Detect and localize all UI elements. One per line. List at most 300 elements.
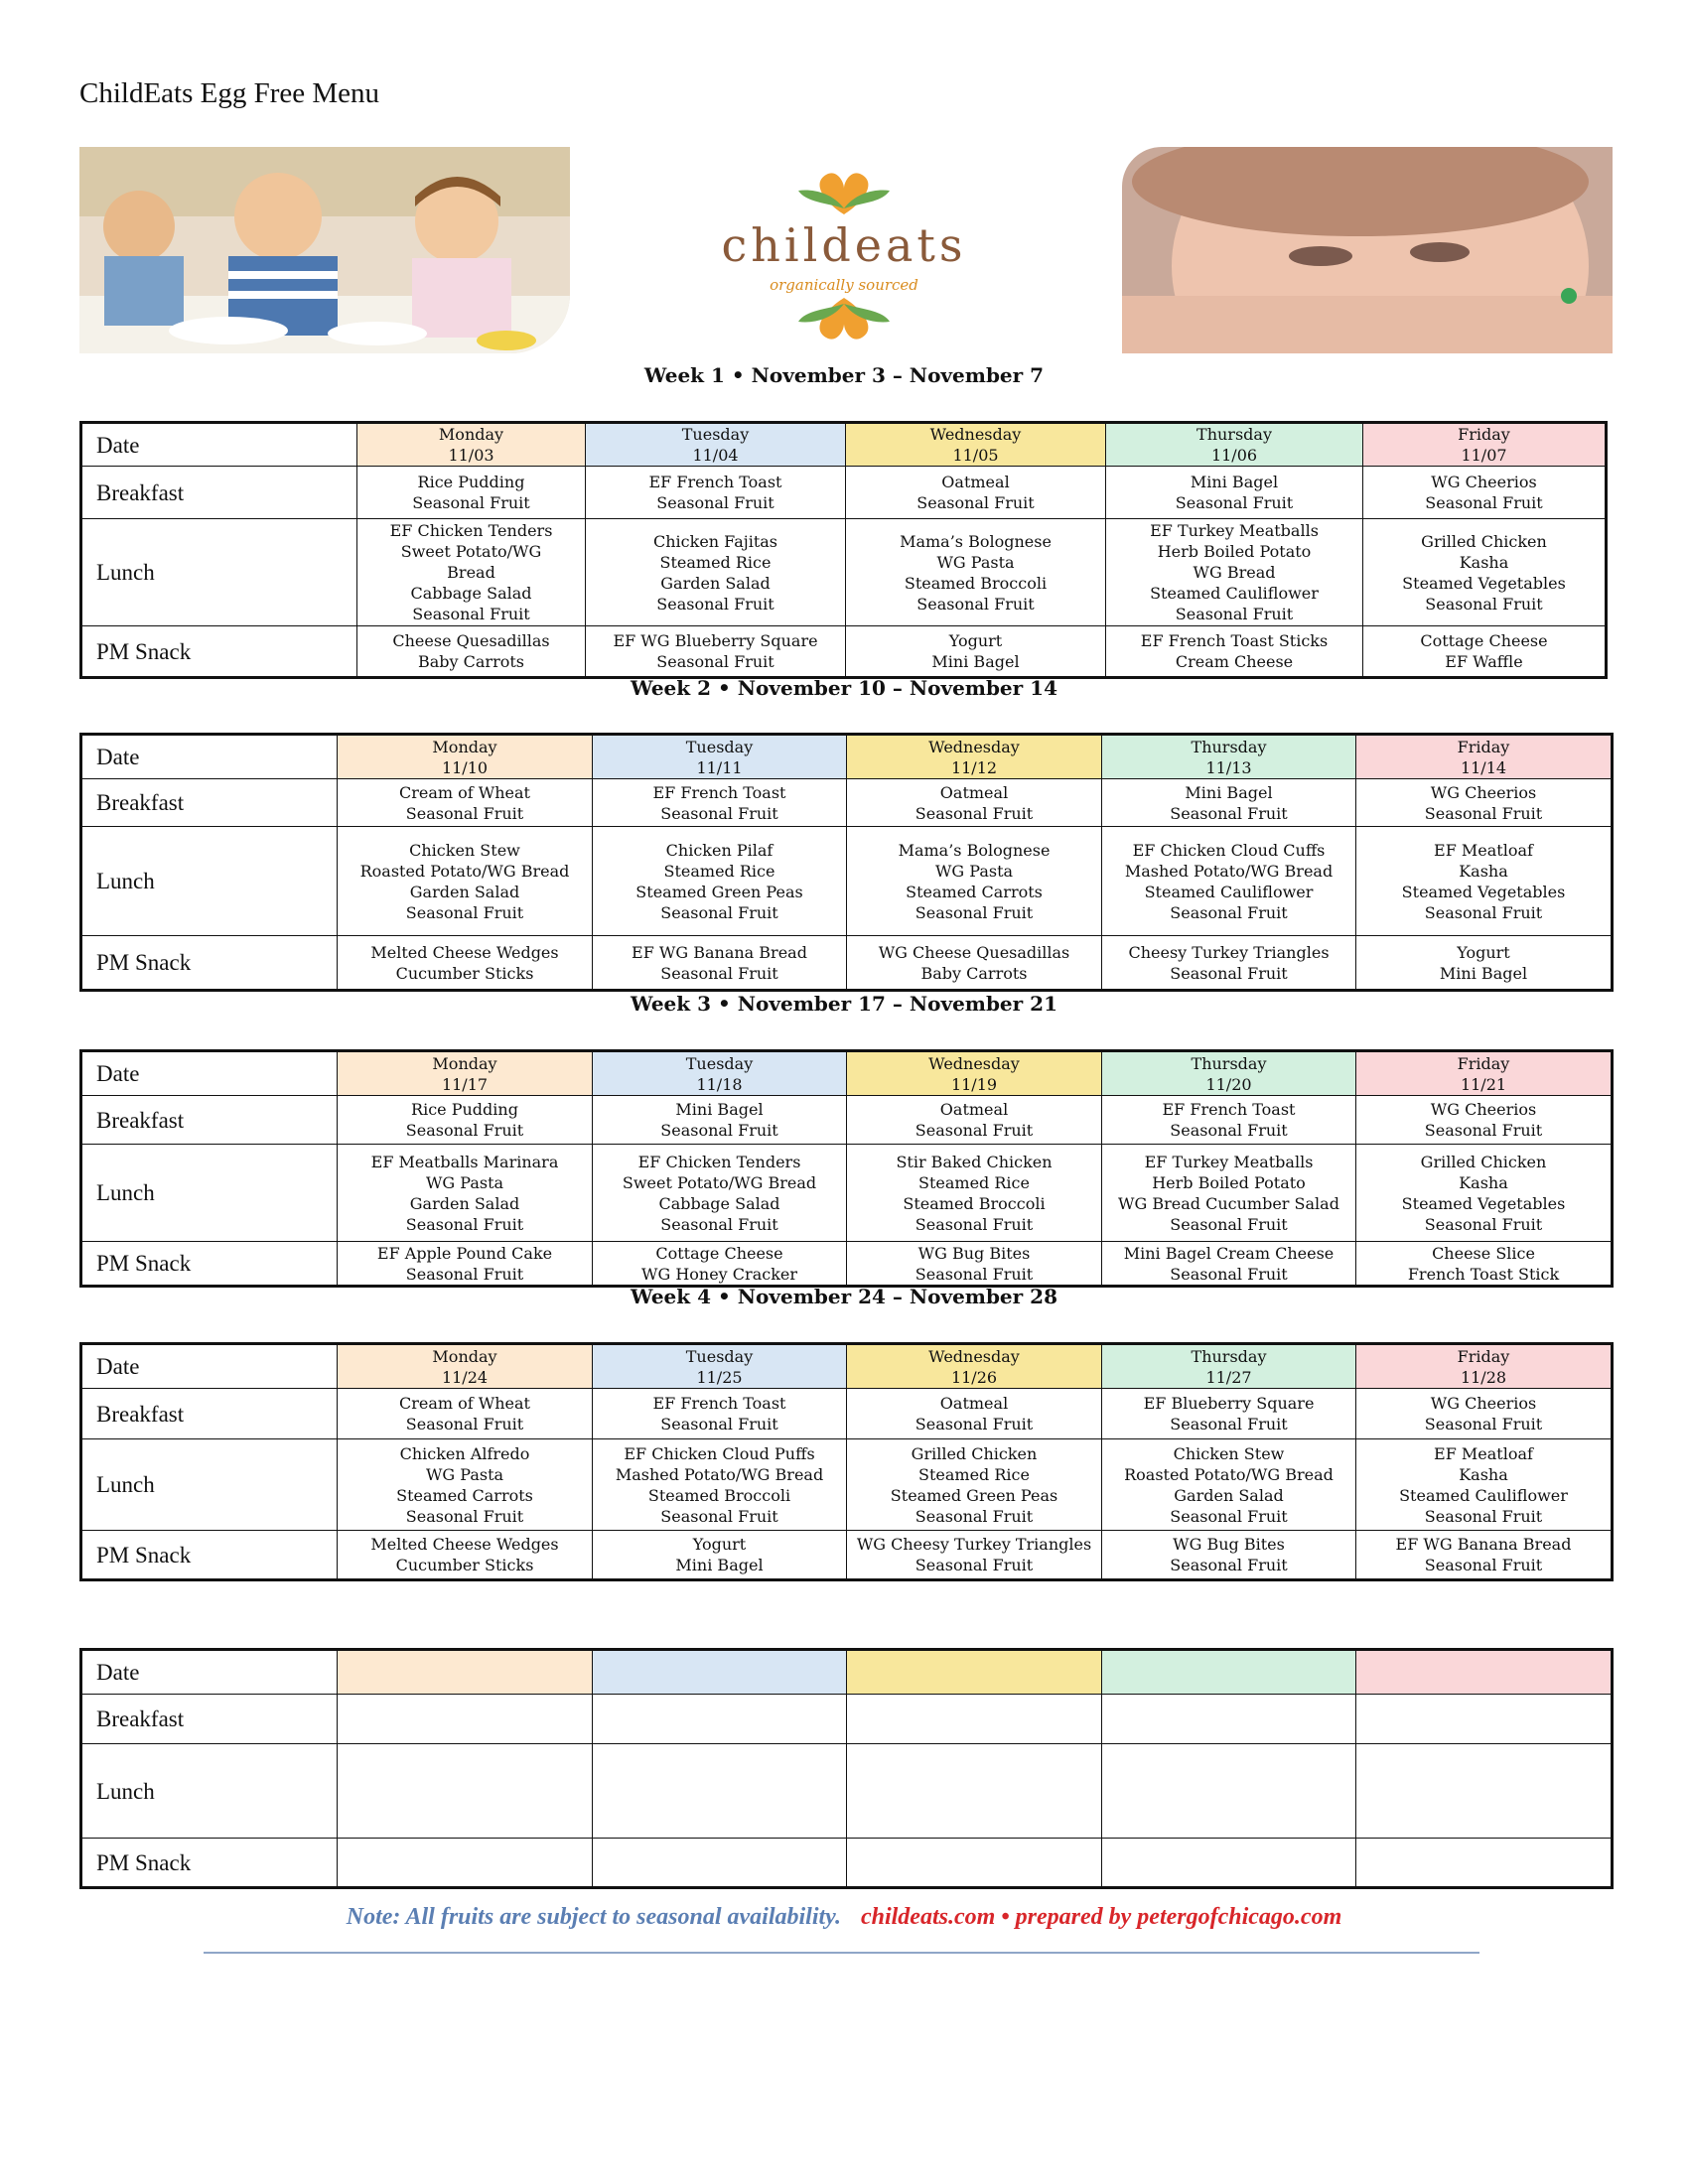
menu-item: Steamed Cauliflower [1399,1485,1568,1505]
week-heading: Week 2 • November 10 – November 14 [631,676,1057,700]
menu-item: Steamed Broccoli [903,1193,1046,1213]
breakfast-cell [593,779,847,827]
snack-cell [338,936,593,991]
breakfast-cell [338,779,593,827]
day-name: Thursday [1191,1053,1267,1073]
lunch-cell [1102,827,1356,936]
menu-item: EF Turkey Meatballs [1144,1152,1314,1171]
childeats-logo [695,149,993,355]
day-header-cell [1356,735,1613,779]
day-header-cell [846,423,1106,467]
day-date: 11/28 [1460,1367,1507,1387]
breakfast-cell [1356,1389,1613,1439]
breakfast-cell [593,1389,847,1439]
week-menu-table [79,1648,1614,1889]
menu-item: Roasted Potato/WG Bread [1124,1464,1334,1484]
day-name: Monday [432,737,497,756]
menu-item: Seasonal Fruit [405,1121,524,1140]
menu-item: Chicken Stew [1173,1443,1285,1463]
lunch-cell [1356,1744,1613,1839]
menu-item: WG Cheesy Turkey Triangles [856,1535,1092,1554]
menu-item: Grilled Chicken [1420,1152,1547,1171]
day-date: 11/06 [1210,446,1258,465]
menu-item: WG Pasta [425,1464,504,1484]
menu-item: Cheese Slice [1432,1243,1535,1263]
menu-item: WG Bread [1193,563,1276,582]
menu-item: Seasonal Fruit [1170,963,1288,983]
logo-wordmark: childeats [721,218,967,272]
menu-item: Chicken Alfredo [399,1443,530,1463]
menu-item: Steamed Vegetables [1401,882,1566,901]
menu-item: Mini Bagel [675,1100,764,1119]
row-label: Breakfast [81,779,338,827]
row-label: Date [81,735,338,779]
menu-item: Steamed Vegetables [1402,573,1566,593]
menu-item: EF Chicken Tenders [389,521,553,540]
menu-item: Seasonal Fruit [914,1214,1034,1234]
menu-item: Cabbage Salad [410,584,532,603]
menu-item: Seasonal Fruit [412,493,530,512]
day-name: Thursday [1196,425,1272,444]
menu-item: EF Chicken Cloud Puffs [624,1443,815,1463]
menu-item: Seasonal Fruit [914,902,1034,922]
snack-cell [1102,1839,1356,1888]
day-name: Monday [438,425,504,444]
snack-cell [847,1531,1102,1580]
menu-item: Sweet Potato/WG Bread [622,1172,817,1192]
day-date: 11/05 [952,446,999,465]
breakfast-row [81,1096,1613,1145]
snack-cell [1106,626,1363,678]
menu-item: Seasonal Fruit [916,594,1035,614]
week-menu-table [79,1342,1614,1581]
day-header-cell [338,1051,593,1096]
breakfast-cell [1356,1096,1613,1145]
children-eating-photo [79,147,570,353]
menu-item: EF Meatballs Marinara [370,1152,559,1171]
row-label: Breakfast [81,1096,338,1145]
menu-item: Yogurt [948,631,1003,650]
snack-cell [1356,1242,1613,1287]
day-name: Wednesday [929,425,1022,444]
snack-cell [593,1242,847,1287]
breakfast-cell [847,779,1102,827]
row-label: PM Snack [81,1242,338,1287]
menu-item: Steamed Rice [659,552,772,572]
week-heading: Week 3 • November 17 – November 21 [631,992,1057,1016]
menu-item: Seasonal Fruit [1424,1506,1543,1526]
menu-item: Kasha [1459,552,1509,572]
menu-item: EF Chicken Tenders [637,1152,801,1171]
menu-item: Seasonal Fruit [914,1264,1034,1284]
menu-item: Garden Salad [660,573,771,593]
lunch-cell [1106,519,1363,626]
lunch-cell [1356,1145,1613,1242]
menu-item: EF French Toast Sticks [1140,631,1329,650]
week-menu-table [79,421,1608,679]
breakfast-cell [1363,467,1607,519]
day-date: 11/17 [441,1074,489,1094]
menu-item: Seasonal Fruit [1175,605,1294,623]
menu-item: Seasonal Fruit [1424,1415,1543,1433]
menu-item: Melted Cheese Wedges [370,942,559,962]
menu-item: WG Bug Bites [917,1243,1031,1263]
row-label: PM Snack [81,1839,338,1888]
day-name: Monday [432,1346,497,1366]
menu-item: Cream of Wheat [399,782,530,802]
menu-item: WG Cheerios [1430,1100,1537,1119]
child-portrait-photo [1122,147,1613,353]
breakfast-cell [1102,1096,1356,1145]
menu-item: Seasonal Fruit [660,902,778,922]
lunch-row [81,519,1607,626]
breakfast-cell [593,1096,847,1145]
lunch-cell [593,827,847,936]
day-header-cell [338,735,593,779]
row-label: Date [81,1650,338,1695]
menu-item: Seasonal Fruit [1170,1214,1288,1234]
day-header-cell [593,1650,847,1695]
day-name: Friday [1457,737,1510,756]
breakfast-row [81,467,1607,519]
menu-item: Mashed Potato/WG Bread [615,1464,824,1484]
row-label: Lunch [81,1145,338,1242]
day-date: 11/12 [950,757,998,777]
menu-item: EF WG Banana Bread [632,942,807,962]
day-header-cell [1102,735,1356,779]
menu-item: Kasha [1459,1464,1508,1484]
day-header-cell [1102,1650,1356,1695]
lunch-cell [846,519,1106,626]
menu-item: French Toast Stick [1407,1264,1560,1284]
menu-item: EF Meatloaf [1434,1443,1533,1463]
menu-item: Steamed Vegetables [1401,1193,1566,1213]
lunch-cell [847,827,1102,936]
day-name: Friday [1458,425,1510,444]
day-name: Tuesday [685,737,754,756]
menu-item: Seasonal Fruit [405,1214,524,1234]
day-header-cell [847,1344,1102,1389]
menu-item: Seasonal Fruit [914,1121,1034,1140]
menu-item: Roasted Potato/WG Bread [359,861,570,881]
row-label: Lunch [81,519,357,626]
breakfast-cell [1102,1389,1356,1439]
menu-item: Stir Baked Chicken [896,1152,1053,1171]
seasonal-availability-note: Note: All fruits are subject to seasonal availability. [346,1904,841,1930]
lunch-cell [593,1439,847,1531]
menu-item: Yogurt [1457,942,1510,962]
menu-item: Steamed Green Peas [635,882,803,901]
menu-item: Seasonal Fruit [914,1556,1034,1574]
row-label: Breakfast [81,1695,338,1744]
row-label: PM Snack [81,626,357,678]
snack-cell [1356,1531,1613,1580]
day-header-cell [593,1344,847,1389]
pm-snack-row [81,626,1607,678]
menu-item: Seasonal Fruit [914,803,1034,823]
menu-item: Herb Boiled Potato [1152,1172,1306,1192]
breakfast-cell [1102,779,1356,827]
lunch-cell [357,519,586,626]
menu-item: Cream of Wheat [399,1394,530,1413]
breakfast-row [81,1389,1613,1439]
menu-item: Seasonal Fruit [1170,803,1288,823]
menu-item: WG Bug Bites [1173,1535,1285,1554]
day-date: 11/18 [696,1074,743,1094]
menu-item: Seasonal Fruit [660,1506,778,1526]
menu-item: Steamed Carrots [906,882,1043,901]
snack-cell [847,1242,1102,1287]
menu-item: WG Bread Cucumber Salad [1118,1193,1339,1213]
breakfast-cell [1356,779,1613,827]
pm-snack-row [81,1242,1613,1287]
menu-item: Garden Salad [1174,1485,1284,1505]
menu-item: Mini Bagel [1190,473,1279,491]
date-row [81,735,1613,779]
day-header-cell [338,1344,593,1389]
breakfast-cell [338,1389,593,1439]
menu-item: Seasonal Fruit [656,594,774,614]
menu-item: EF Apple Pound Cake [376,1243,553,1263]
breakfast-row [81,779,1613,827]
menu-item: Seasonal Fruit [660,1214,778,1234]
lunch-cell [593,1145,847,1242]
menu-item: EF Turkey Meatballs [1150,521,1319,540]
snack-cell [1102,1242,1356,1287]
snack-cell [847,1839,1102,1888]
menu-item: Seasonal Fruit [1424,1556,1543,1574]
day-header-cell [593,735,847,779]
menu-item: Mashed Potato/WG Bread [1124,861,1334,881]
snack-cell [1102,1531,1356,1580]
menu-item: Bread [447,563,495,582]
breakfast-cell [338,1096,593,1145]
menu-item: Steamed Rice [663,861,775,881]
breakfast-cell [1106,467,1363,519]
menu-item: Cheesy Turkey Triangles [1128,942,1330,962]
day-date: 11/24 [441,1367,489,1387]
lunch-cell [1102,1145,1356,1242]
menu-item: Sweet Potato/WG [400,542,542,561]
lunch-cell [338,827,593,936]
menu-item: Seasonal Fruit [1170,1415,1288,1433]
snack-cell [593,1839,847,1888]
lunch-cell [1356,827,1613,936]
breakfast-cell [1102,1695,1356,1744]
menu-item: Herb Boiled Potato [1157,542,1312,561]
menu-item: EF French Toast [652,782,786,802]
day-date: 11/21 [1460,1074,1507,1094]
menu-item: Steamed Carrots [396,1485,533,1505]
menu-item: WG Pasta [936,552,1015,572]
day-header-cell [357,423,586,467]
menu-item: Rice Pudding [417,473,525,491]
date-row [81,1051,1613,1096]
menu-item: Steamed Rice [918,1464,1030,1484]
menu-item: Seasonal Fruit [1424,1214,1543,1234]
snack-cell [593,936,847,991]
menu-item: Seasonal Fruit [412,605,530,623]
date-row [81,423,1607,467]
menu-item: Cucumber Sticks [395,1556,534,1574]
snack-cell [593,1531,847,1580]
logo-tagline: organically sourced [770,276,918,294]
menu-item: Seasonal Fruit [1170,1121,1288,1140]
row-label: Date [81,1051,338,1096]
menu-item: Seasonal Fruit [1170,1506,1288,1526]
menu-item: Rice Pudding [411,1100,518,1119]
menu-item: Seasonal Fruit [1425,493,1543,512]
row-label: Lunch [81,1439,338,1531]
menu-item: Seasonal Fruit [1170,902,1288,922]
website-credit-link[interactable]: childeats.com • prepared by petergofchicago.com [860,1904,1342,1930]
menu-item: Steamed Broccoli [904,573,1048,593]
menu-item: Seasonal Fruit [1424,902,1543,922]
menu-item: EF French Toast [652,1394,786,1413]
document-title: ChildEats Egg Free Menu [79,77,380,109]
menu-item: Baby Carrots [417,652,524,671]
pm-snack-row [81,936,1613,991]
menu-item: Mini Bagel [931,652,1020,671]
row-label: PM Snack [81,1531,338,1580]
menu-item: Mini Bagel [1185,782,1273,802]
day-name: Wednesday [928,1053,1020,1073]
breakfast-cell [1356,1695,1613,1744]
menu-item: Seasonal Fruit [656,652,774,671]
day-date: 11/20 [1205,1074,1252,1094]
snack-cell [1356,936,1613,991]
menu-item: Oatmeal [941,473,1010,491]
day-name: Wednesday [928,737,1020,756]
menu-item: Steamed Cauliflower [1150,584,1319,603]
menu-item: Mini Bagel [1439,963,1528,983]
day-header-cell [847,1650,1102,1695]
breakfast-cell [586,467,846,519]
day-header-cell [1356,1051,1613,1096]
menu-item: Seasonal Fruit [405,803,524,823]
menu-item: Seasonal Fruit [1170,1556,1288,1574]
menu-item: Kasha [1459,1172,1508,1192]
menu-item: Garden Salad [409,1193,520,1213]
day-header-cell [1102,1344,1356,1389]
lunch-cell [586,519,846,626]
day-name: Wednesday [928,1346,1020,1366]
day-date: 11/04 [692,446,739,465]
menu-item: WG Cheerios [1431,473,1537,491]
row-label: Breakfast [81,467,357,519]
snack-cell [338,1242,593,1287]
day-name: Thursday [1191,1346,1267,1366]
menu-item: Baby Carrots [920,963,1028,983]
day-date: 11/25 [696,1367,743,1387]
day-header-cell [847,1051,1102,1096]
menu-item: Seasonal Fruit [1424,803,1543,823]
menu-item: Mini Bagel Cream Cheese [1123,1243,1335,1263]
menu-item: Cottage Cheese [655,1243,783,1263]
menu-item: WG Cheerios [1430,782,1537,802]
breakfast-cell [847,1096,1102,1145]
row-label: PM Snack [81,936,338,991]
day-date: 11/27 [1205,1367,1252,1387]
menu-item: Seasonal Fruit [660,1121,778,1140]
menu-item: EF WG Banana Bread [1395,1535,1572,1554]
day-name: Friday [1457,1346,1510,1366]
menu-item: WG Cheese Quesadillas [878,942,1070,962]
lunch-cell [1102,1744,1356,1839]
menu-item: Oatmeal [939,1394,1009,1413]
menu-item: Cheese Quesadillas [392,631,550,650]
week-menu-table [79,1049,1614,1288]
row-label: Date [81,423,357,467]
pm-snack-row [81,1531,1613,1580]
menu-item: Steamed Cauliflower [1144,882,1314,901]
snack-cell [1102,936,1356,991]
menu-item: Mini Bagel [675,1556,764,1574]
day-header-cell [593,1051,847,1096]
day-header-cell [338,1650,593,1695]
row-label: Breakfast [81,1389,338,1439]
menu-item: Seasonal Fruit [405,1415,524,1433]
lunch-cell [338,1439,593,1531]
day-header-cell [1356,1344,1613,1389]
menu-item: Kasha [1459,861,1508,881]
menu-item: Seasonal Fruit [916,493,1035,512]
day-header-cell [1363,423,1607,467]
row-label: Date [81,1344,338,1389]
day-date: 11/11 [696,757,743,777]
row-label: Lunch [81,1744,338,1839]
menu-item: Chicken Stew [409,840,520,860]
menu-item: EF French Toast [1162,1100,1296,1119]
snack-cell [1363,626,1607,678]
pm-snack-row [81,1839,1613,1888]
lunch-cell [593,1744,847,1839]
lunch-row [81,1744,1613,1839]
menu-item: Melted Cheese Wedges [370,1535,559,1554]
menu-item: Seasonal Fruit [405,1264,524,1284]
menu-item: EF WG Blueberry Square [613,631,818,650]
menu-item: Grilled Chicken [911,1443,1038,1463]
menu-item: Seasonal Fruit [405,902,524,922]
snack-cell [338,1839,593,1888]
snack-cell [846,626,1106,678]
menu-item: Seasonal Fruit [914,1415,1034,1433]
menu-item: EF Meatloaf [1434,840,1533,860]
menu-item: Cream Cheese [1175,652,1294,671]
snack-cell [586,626,846,678]
day-header-cell [847,735,1102,779]
day-name: Monday [432,1053,497,1073]
menu-item: EF French Toast [648,473,782,491]
menu-item: WG Pasta [425,1172,504,1192]
snack-cell [847,936,1102,991]
snack-cell [338,1531,593,1580]
menu-item: Seasonal Fruit [1425,594,1543,614]
menu-item: Steamed Broccoli [647,1485,791,1505]
day-date: 11/13 [1205,757,1252,777]
breakfast-cell [357,467,586,519]
menu-item: Chicken Fajitas [653,531,777,551]
menu-item: Mama’s Bolognese [898,840,1051,860]
lunch-row [81,1145,1613,1242]
menu-item: Steamed Rice [918,1172,1030,1192]
menu-item: Yogurt [692,1535,747,1554]
menu-item: Mama’s Bolognese [900,531,1052,551]
lunch-cell [847,1439,1102,1531]
lunch-cell [338,1744,593,1839]
lunch-cell [1102,1439,1356,1531]
week-heading: Week 4 • November 24 – November 28 [631,1285,1057,1308]
